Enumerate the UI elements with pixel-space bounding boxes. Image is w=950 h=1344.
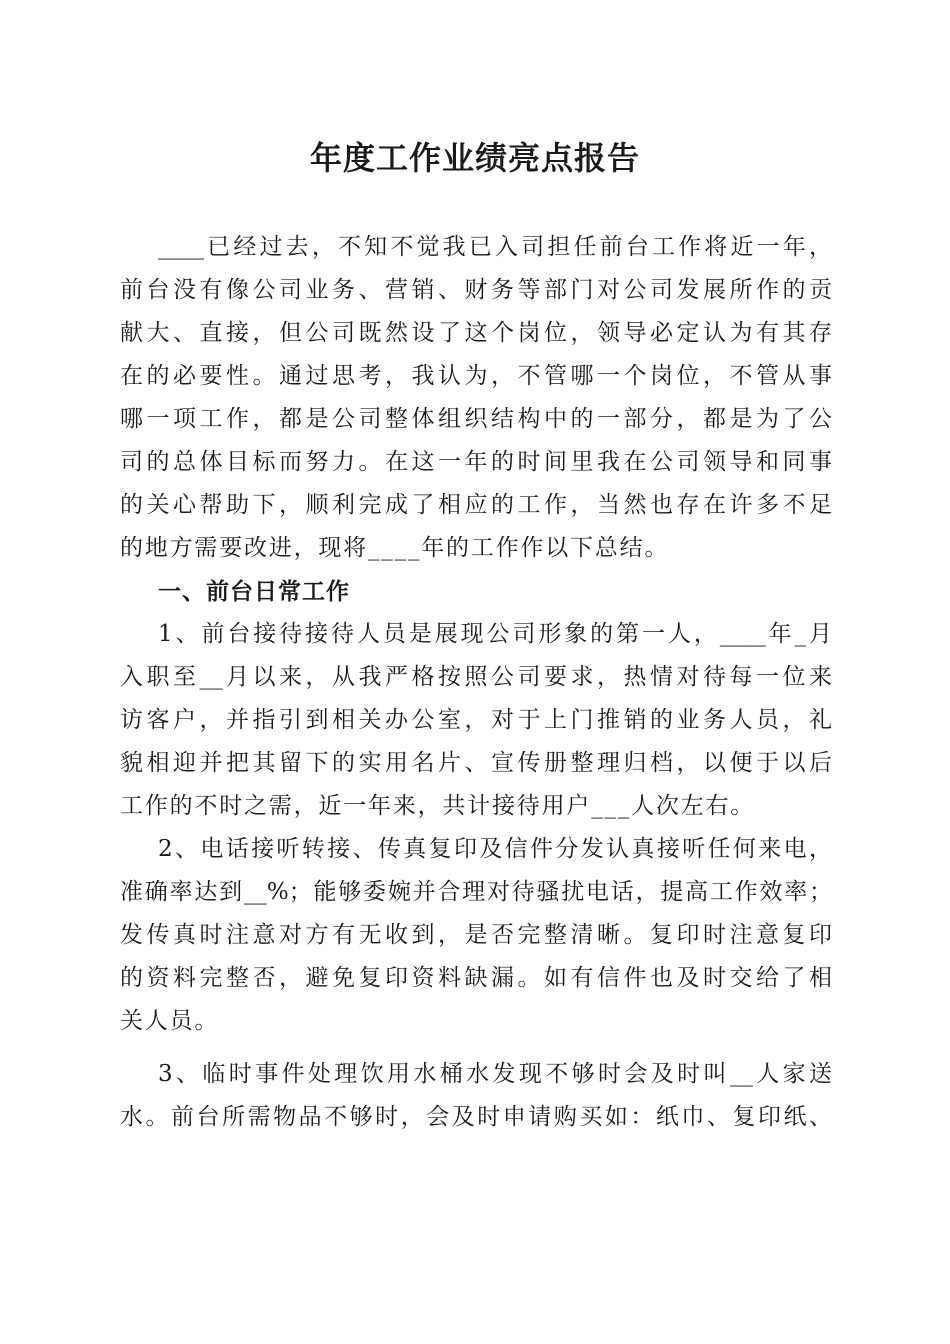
intro-paragraph xyxy=(120,226,832,570)
paragraph-line: 前台没有像公司业务、营销、财务等部门对公司发展所作的贡 xyxy=(120,277,832,303)
section-heading: 一、前台日常工作 xyxy=(158,578,350,605)
paragraph-line: 的地方需要改进，现将____年的工作作以下总结。 xyxy=(120,535,670,561)
paragraph-line: 哪一项工作，都是公司整体组织结构中的一部分，都是为了公 xyxy=(120,406,832,432)
paragraph-gap xyxy=(120,1043,832,1053)
paragraph-line: 入职至__月以来，从我严格按照公司要求，热情对待每一位来 xyxy=(120,664,832,690)
paragraph-line: ____已经过去，不知不觉我已入司担任前台工作将近一年， xyxy=(158,234,832,260)
paragraph-line: 3、临时事件处理饮用水桶水发现不够时会及时叫__人家送 xyxy=(158,1061,832,1087)
paragraph-line: 的资料完整否，避免复印资料缺漏。如有信件也及时交给了相 xyxy=(120,965,832,991)
paragraph-line: 的关心帮助下，顺利完成了相应的工作，当然也存在许多不足 xyxy=(120,492,832,518)
paragraph-line: 献大、直接，但公司既然设了这个岗位，领导必定认为有其存 xyxy=(120,320,832,346)
paragraph-line: 关人员。 xyxy=(120,1008,220,1034)
paragraph-line: 发传真时注意对方有无收到，是否完整清晰。复印时注意复印 xyxy=(120,922,832,948)
document-body xyxy=(120,226,832,1139)
item-1-paragraph xyxy=(120,613,832,828)
paragraph-line: 水。前台所需物品不够时，会及时申请购买如：纸巾、复印纸、 xyxy=(120,1104,832,1130)
paragraph-line: 1、前台接待接待人员是展现公司形象的第一人，____年_月 xyxy=(158,621,832,647)
paragraph-line: 在的必要性。通过思考，我认为，不管哪一个岗位，不管从事 xyxy=(120,363,832,389)
paragraph-line: 貌相迎并把其留下的实用名片、宣传册整理归档，以便于以后 xyxy=(120,750,832,776)
paragraph-line: 2、电话接听转接、传真复印及信件分发认真接听任何来电， xyxy=(158,836,832,862)
paragraph-line: 工作的不时之需，近一年来，共计接待用户___人次左右。 xyxy=(120,793,756,819)
paragraph-line: 访客户，并指引到相关办公室，对于上门推销的业务人员，礼 xyxy=(120,707,832,733)
document-title: 年度工作业绩亮点报告 xyxy=(309,139,640,177)
paragraph-line: 司的总体目标而努力。在这一年的时间里我在公司领导和同事 xyxy=(120,449,832,475)
item-3-paragraph xyxy=(120,1053,832,1139)
item-2-paragraph xyxy=(120,828,832,1043)
paragraph-line: 准确率达到__%；能够委婉并合理对待骚扰电话，提高工作效率； xyxy=(120,879,832,905)
